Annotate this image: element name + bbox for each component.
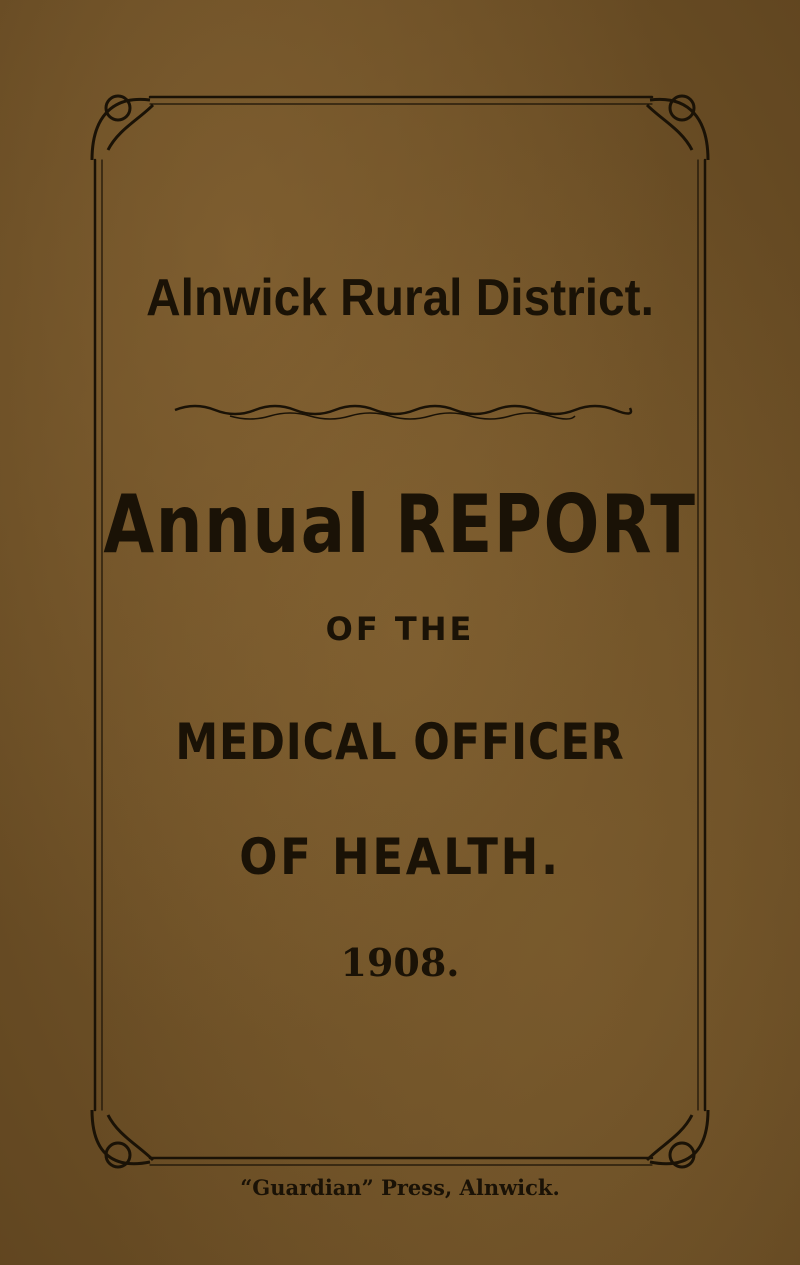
- district-heading: Alnwick Rural District.: [146, 269, 654, 327]
- report-year: 1908.: [340, 940, 460, 985]
- printer-imprint: “Guardian” Press, Alnwick.: [240, 1175, 560, 1200]
- corner-scroll-ornament-icon: [92, 1110, 153, 1167]
- report-title: Annual REPORT: [103, 478, 697, 571]
- corner-scroll-ornament-icon: [92, 96, 153, 160]
- wavy-divider-rule: [175, 406, 631, 419]
- of-the-text: OF THE: [325, 610, 475, 648]
- medical-officer-heading: MEDICAL OFFICER: [175, 713, 625, 771]
- corner-scroll-ornament-icon: [647, 96, 708, 160]
- of-health-heading: OF HEALTH.: [239, 828, 561, 886]
- corner-scroll-ornament-icon: [647, 1110, 708, 1167]
